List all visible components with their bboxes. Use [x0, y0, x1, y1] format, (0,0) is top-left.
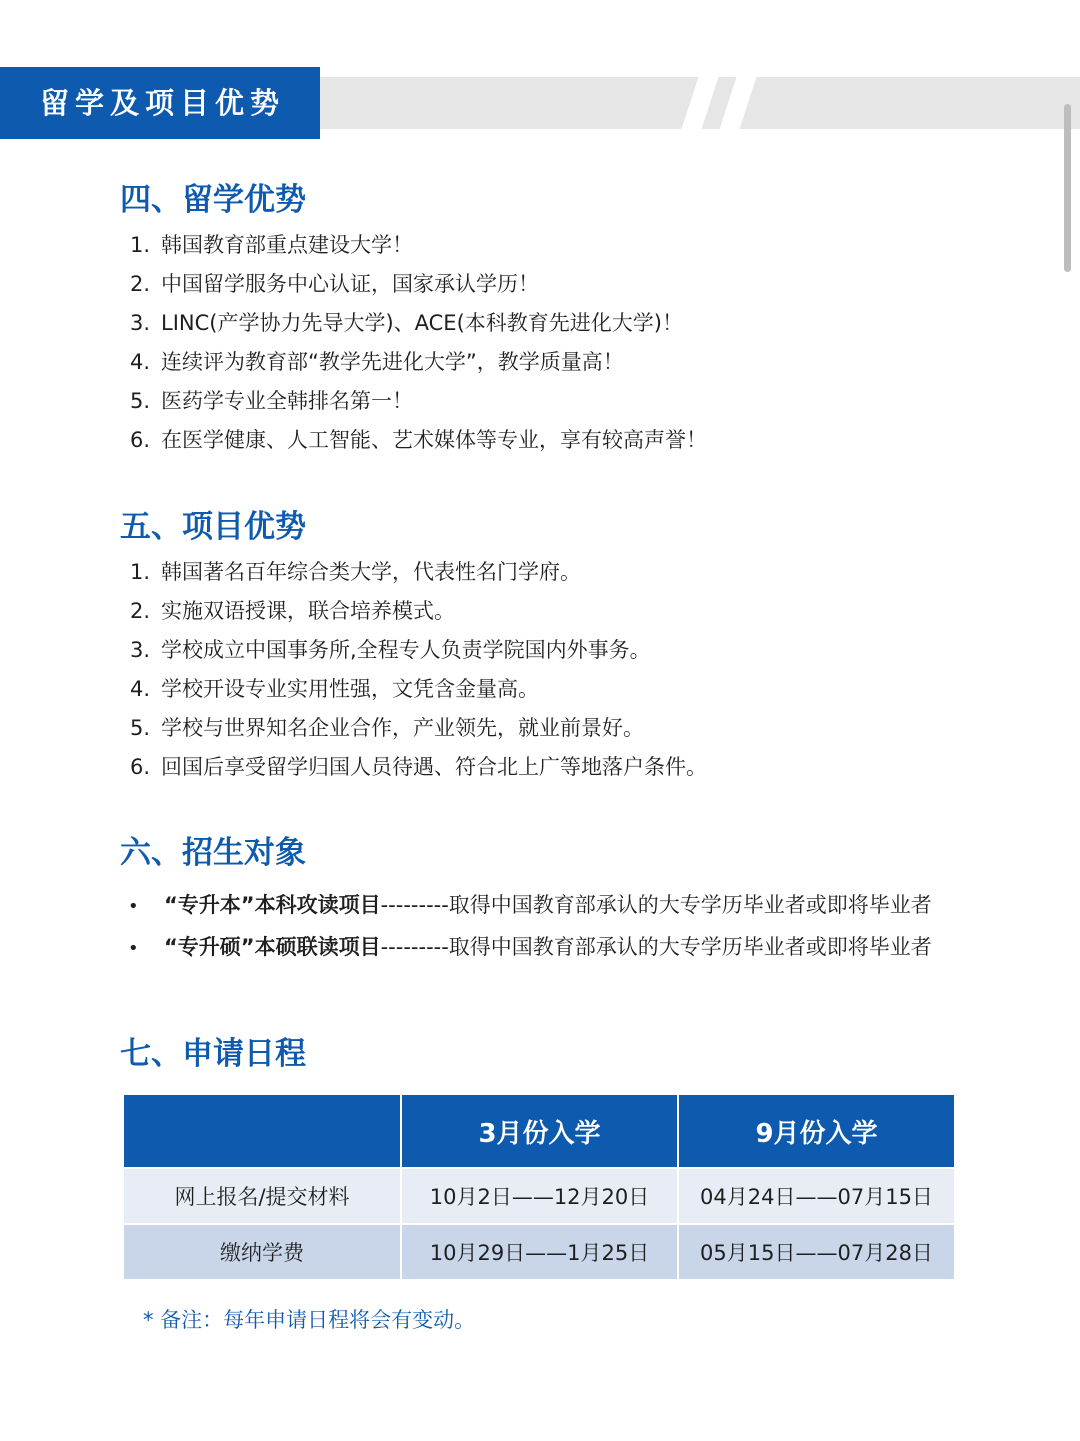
list-item	[130, 553, 707, 592]
list-item	[130, 631, 707, 670]
list-item	[130, 709, 707, 748]
project-advantages-list	[130, 553, 707, 787]
item-number: 2.	[130, 599, 151, 623]
item-number: 5.	[130, 389, 151, 413]
item-number: 1.	[130, 233, 151, 257]
item-text: 学校与世界知名企业合作，产业领先，就业前景好。	[161, 716, 644, 740]
banner-title: 留学及项目优势	[40, 86, 286, 120]
table-row	[124, 1224, 954, 1279]
item-text: 医药学专业全韩排名第一！	[161, 389, 413, 413]
list-item	[130, 421, 707, 460]
schedule-table	[124, 1095, 954, 1279]
item-text: 学校成立中国事务所,全程专人负责学院国内外事务。	[161, 638, 651, 662]
item-number: 1.	[130, 560, 151, 584]
section-title-project-advantages: 五、项目优势	[120, 509, 306, 545]
list-item	[130, 382, 707, 421]
table-row	[124, 1168, 954, 1224]
list-item	[130, 670, 707, 709]
section-title-schedule: 七、申请日程	[120, 1036, 306, 1072]
row-label: 缴纳学费	[124, 1224, 401, 1279]
table-header-row	[124, 1095, 954, 1168]
item-number: 6.	[130, 428, 151, 452]
item-number: 2.	[130, 272, 151, 296]
item-text: 韩国著名百年综合类大学，代表性名门学府。	[161, 560, 581, 584]
program-detail: ---------取得中国教育部承认的大专学历毕业者或即将毕业者	[380, 893, 932, 917]
header-cell-september: 9月份入学	[678, 1095, 954, 1168]
item-text: 回国后享受留学归国人员待遇、符合北上广等地落户条件。	[161, 755, 707, 779]
item-number: 4.	[130, 350, 151, 374]
study-advantages-list	[130, 226, 707, 460]
program-detail: ---------取得中国教育部承认的大专学历毕业者或即将毕业者	[380, 935, 932, 959]
section-title-enrollment: 六、招生对象	[120, 835, 306, 871]
scrollbar-thumb[interactable]	[1064, 104, 1071, 272]
item-text: 韩国教育部重点建设大学！	[161, 233, 413, 257]
row-label: 网上报名/提交材料	[124, 1168, 401, 1224]
bullet-icon: •	[128, 896, 139, 917]
program-name: “专升本”本科攻读项目	[164, 893, 381, 917]
enrollment-list	[128, 884, 932, 968]
item-text: 中国留学服务中心认证，国家承认学历！	[161, 272, 539, 296]
program-name: “专升硕”本硕联读项目	[164, 935, 381, 959]
bullet-icon: •	[128, 938, 139, 959]
item-number: 6.	[130, 755, 151, 779]
item-text: 实施双语授课，联合培养模式。	[161, 599, 455, 623]
list-item	[130, 592, 707, 631]
list-item	[130, 748, 707, 787]
section-banner	[0, 67, 1080, 139]
schedule-note: * 备注：每年申请日程将会有变动。	[143, 1308, 476, 1332]
item-number: 3.	[130, 638, 151, 662]
list-item	[130, 265, 707, 304]
list-item	[128, 926, 932, 968]
item-text: LINC(产学协力先导大学)、ACE(本科教育先进化大学)！	[161, 311, 683, 335]
list-item	[128, 884, 932, 926]
item-number: 3.	[130, 311, 151, 335]
item-number: 5.	[130, 716, 151, 740]
list-item	[130, 304, 707, 343]
list-item	[130, 343, 707, 382]
table-cell: 10月2日——12月20日	[401, 1168, 678, 1224]
header-cell-march: 3月份入学	[401, 1095, 678, 1168]
section-title-study-advantages: 四、留学优势	[120, 182, 306, 218]
table-cell: 10月29日——1月25日	[401, 1224, 678, 1279]
item-text: 学校开设专业实用性强，文凭含金量高。	[161, 677, 539, 701]
header-cell-empty	[124, 1095, 401, 1168]
item-text: 连续评为教育部“教学先进化大学”，教学质量高！	[161, 350, 624, 374]
table-cell: 04月24日——07月15日	[678, 1168, 954, 1224]
list-item	[130, 226, 707, 265]
item-text: 在医学健康、人工智能、艺术媒体等专业，享有较高声誉！	[161, 428, 707, 452]
item-number: 4.	[130, 677, 151, 701]
banner-blue-block	[0, 67, 320, 139]
table-cell: 05月15日——07月28日	[678, 1224, 954, 1279]
